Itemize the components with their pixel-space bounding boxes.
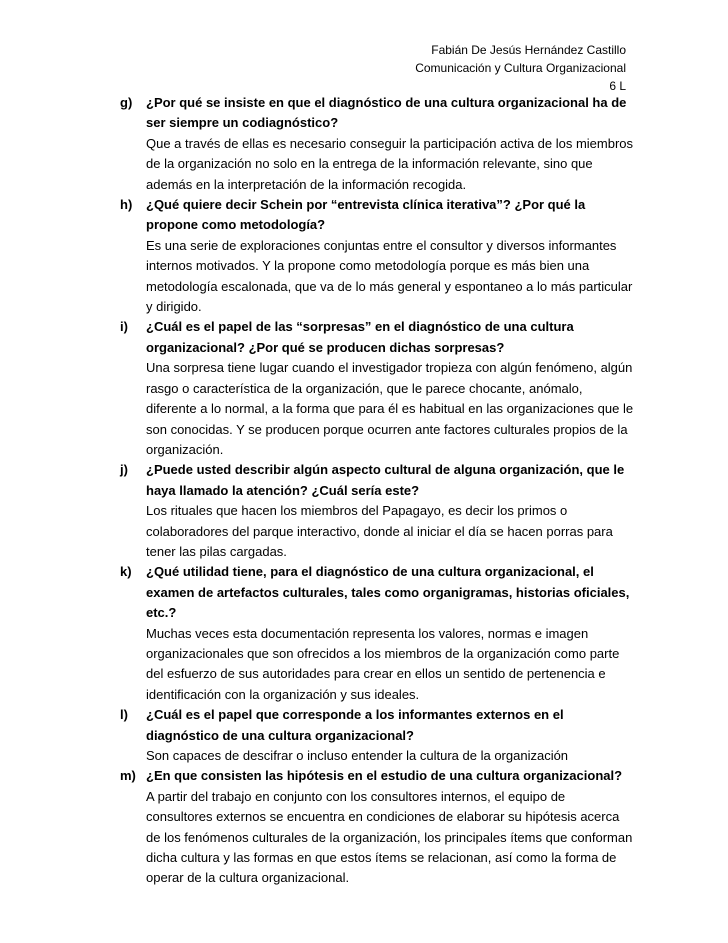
question-item-j	[120, 460, 635, 562]
question-item-l	[120, 705, 635, 766]
item-marker: g)	[120, 95, 133, 110]
answer-text: Una sorpresa tiene lugar cuando el investigador tropieza con algún fenómeno, algún rasgo o característica de la organización, que le parece chocante, anómalo, diferente a lo normal, a la forma que para él es habitual en las organizaciones que le son conocidas. Y se producen porque ocurren ante factores culturales propios de la organización.	[146, 360, 634, 457]
answer-text: A partir del trabajo en conjunto con los consultores internos, el equipo de consultores externos se encuentra en condiciones de elaborar su hipótesis acerca de los fenómenos culturales de la organización, los principales ítems que conforman dicha cultura y las formas en que estos ítems se relacionan, así como la forma de operar de la cultura organizacional.	[146, 788, 633, 886]
course-name: Comunicación y Cultura Organizacional	[415, 61, 626, 75]
answer-text: Muchas veces esta documentación representa los valores, normas e imagen organizacionales que son ofrecidos a los miembros de la organización como parte del esfuerzo de sus autoridades para crear en ellos un sentido de pertenencia e identificación con la organización y sus ideales.	[146, 625, 620, 702]
answer-text: Que a través de ellas es necesario conseguir la participación activa de los miembros de la organización no solo en la entrega de la información relevante, sino que además en la interpretación de la información recogida.	[146, 135, 634, 192]
question-text: ¿Qué quiere decir Schein por “entrevista clínica iterativa”? ¿Por qué la propone como metodología?	[146, 197, 586, 233]
item-marker: h)	[120, 197, 133, 213]
question-list	[120, 93, 635, 889]
answer-text: Es una serie de exploraciones conjuntas entre el consultor y diversos informantes internos motivados. Y la propone como metodología porque es más bien una metodología escalonada, que va de lo más general y espontaneo a lo más particular y dirigido.	[146, 237, 633, 315]
item-marker: m)	[120, 768, 136, 784]
question-text: ¿Cuál es el papel que corresponde a los informantes externos en el diagnóstico de una cultura organizacional?	[146, 707, 564, 743]
author-name: Fabián De Jesús Hernández Castillo	[431, 43, 626, 57]
question-item-k	[120, 562, 635, 705]
question-text: ¿Qué utilidad tiene, para el diagnóstico de una cultura organizacional, el examen de artefactos culturales, tales como organigramas, historias oficiales, etc.?	[146, 564, 630, 621]
item-marker: l)	[120, 707, 128, 723]
question-text: ¿Por qué se insiste en que el diagnóstico de una cultura organizacional ha de ser siempre un codiagnóstico?	[146, 95, 627, 131]
item-marker: k)	[120, 564, 132, 580]
group-label: 6 L	[609, 79, 626, 93]
item-marker: i)	[120, 319, 128, 335]
question-item-m	[120, 766, 635, 888]
answer-text: Son capaces de descifrar o incluso entender la cultura de la organización	[146, 748, 569, 763]
item-marker: j)	[120, 462, 128, 478]
question-item-h	[120, 195, 635, 317]
question-item-i	[120, 317, 635, 460]
answer-text: Los rituales que hacen los miembros del Papagayo, es decir los primos o colaboradores del parque interactivo, donde al iniciar el día se hacen porras para tener las pilas cargadas.	[146, 503, 613, 559]
question-text: ¿Puede usted describir algún aspecto cultural de alguna organización, que le haya llamado la atención? ¿Cuál sería este?	[146, 462, 625, 498]
page-header	[415, 41, 626, 95]
question-text: ¿Cuál es el papel de las “sorpresas” en el diagnóstico de una cultura organizacional? ¿Por qué se producen dichas sorpresas?	[146, 319, 574, 355]
question-item-g	[120, 93, 635, 195]
question-text: ¿En que consisten las hipótesis en el estudio de una cultura organizacional?	[146, 768, 623, 784]
